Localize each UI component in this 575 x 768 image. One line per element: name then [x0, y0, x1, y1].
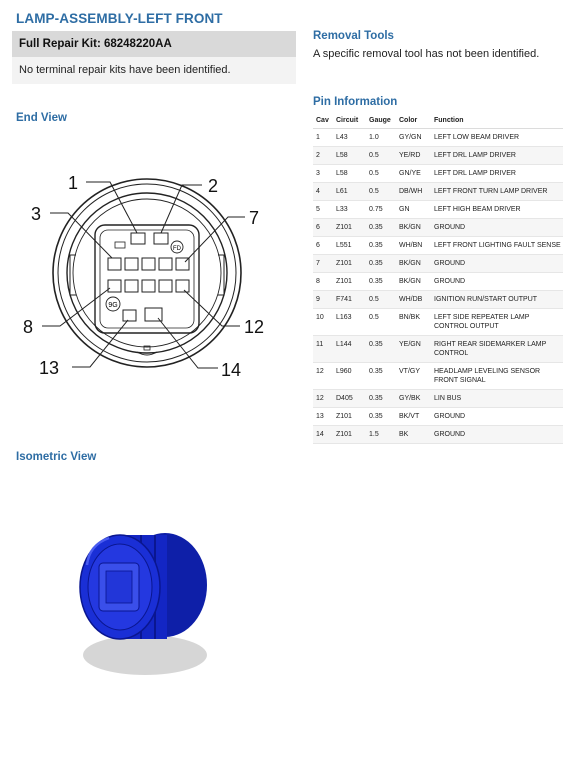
cell-cav: 8 — [313, 273, 333, 291]
table-row — [313, 165, 563, 183]
cell-gauge: 0.75 — [366, 201, 396, 219]
cell-gauge: 0.5 — [366, 183, 396, 201]
table-row — [313, 201, 563, 219]
cell-circuit: Z101 — [333, 408, 366, 426]
terminal-1 — [131, 233, 145, 244]
callout-1: 1 — [68, 173, 79, 193]
table-row — [313, 147, 563, 165]
cell-circuit: L43 — [333, 129, 366, 147]
table-row — [313, 273, 563, 291]
cell-function: LEFT LOW BEAM DRIVER — [431, 129, 563, 147]
table-row — [313, 237, 563, 255]
pin-info-heading: Pin Information — [313, 96, 398, 108]
cell-color: WH/BN — [396, 237, 431, 255]
cell-gauge: 0.5 — [366, 165, 396, 183]
cell-color: BK/VT — [396, 408, 431, 426]
col-header-gauge: Gauge — [366, 114, 396, 129]
cell-cav: 6 — [313, 219, 333, 237]
cell-color: DB/WH — [396, 183, 431, 201]
table-row — [313, 363, 563, 390]
cell-function: LEFT DRL LAMP DRIVER — [431, 165, 563, 183]
table-row — [313, 336, 563, 363]
col-header-cav: Cav — [313, 114, 333, 129]
removal-tools-heading: Removal Tools — [313, 30, 394, 42]
table-row — [313, 291, 563, 309]
cell-circuit: Z101 — [333, 273, 366, 291]
cell-cav: 11 — [313, 336, 333, 363]
cell-gauge: 0.5 — [366, 309, 396, 336]
terminal-10 — [142, 280, 155, 292]
cell-cav: 1 — [313, 129, 333, 147]
cell-gauge: 1.5 — [366, 426, 396, 444]
cell-color: BK/GN — [396, 219, 431, 237]
cell-color: BK/GN — [396, 273, 431, 291]
cell-gauge: 0.35 — [366, 237, 396, 255]
table-row — [313, 309, 563, 336]
cell-cav: 2 — [313, 147, 333, 165]
removal-tools-text: A specific removal tool has not been identified. — [313, 48, 540, 60]
cell-function: GROUND — [431, 426, 563, 444]
cell-gauge: 0.5 — [366, 147, 396, 165]
cell-cav: 12 — [313, 390, 333, 408]
leader-3 — [50, 213, 112, 258]
end-view-diagram — [20, 170, 280, 390]
cell-gauge: 0.35 — [366, 219, 396, 237]
cell-color: GN/YE — [396, 165, 431, 183]
cell-gauge: 0.5 — [366, 291, 396, 309]
pin-info-table — [313, 114, 563, 444]
9g-mark-label: 9G — [108, 302, 118, 309]
table-row — [313, 408, 563, 426]
connector-ring-3 — [67, 193, 227, 353]
terminal-12 — [176, 280, 189, 292]
repair-kit-note: No terminal repair kits have been identified. — [12, 57, 296, 84]
cell-function: LEFT FRONT LIGHTING FAULT SENSE — [431, 237, 563, 255]
col-header-color: Color — [396, 114, 431, 129]
cell-color: GY/BK — [396, 390, 431, 408]
cell-cav: 9 — [313, 291, 333, 309]
cell-color: YE/RD — [396, 147, 431, 165]
cell-circuit: L551 — [333, 237, 366, 255]
terminal-9 — [125, 280, 138, 292]
isometric-view-heading: Isometric View — [16, 451, 97, 463]
callout-13: 13 — [39, 358, 60, 378]
cell-cav: 4 — [313, 183, 333, 201]
cell-color: WH/DB — [396, 291, 431, 309]
cell-circuit: Z101 — [333, 219, 366, 237]
cell-gauge: 0.35 — [366, 273, 396, 291]
isometric-view-image — [75, 525, 225, 680]
cell-color: GY/GN — [396, 129, 431, 147]
cell-cav: 6 — [313, 237, 333, 255]
cell-circuit: D405 — [333, 390, 366, 408]
cell-color: BK/GN — [396, 255, 431, 273]
table-row — [313, 219, 563, 237]
cell-circuit: L58 — [333, 165, 366, 183]
cell-cav: 13 — [313, 408, 333, 426]
end-view-heading: End View — [16, 112, 67, 124]
terminal-11 — [159, 280, 172, 292]
cell-circuit: L163 — [333, 309, 366, 336]
cell-gauge: 0.35 — [366, 408, 396, 426]
cell-circuit: L144 — [333, 336, 366, 363]
pin-table-header-row — [313, 114, 563, 129]
iso-front-insert — [106, 571, 132, 603]
terminal-6 — [159, 258, 172, 270]
cell-cav: 10 — [313, 309, 333, 336]
connector-ring-2 — [58, 184, 236, 362]
table-row — [313, 183, 563, 201]
cell-color: GN — [396, 201, 431, 219]
cell-gauge: 1.0 — [366, 129, 396, 147]
cell-function: LEFT FRONT TURN LAMP DRIVER — [431, 183, 563, 201]
cell-circuit: L960 — [333, 363, 366, 390]
cell-circuit: Z101 — [333, 426, 366, 444]
cell-function: IGNITION RUN/START OUTPUT — [431, 291, 563, 309]
cell-function: LEFT HIGH BEAM DRIVER — [431, 201, 563, 219]
callout-8: 8 — [23, 317, 34, 337]
terminal-4 — [125, 258, 138, 270]
cell-circuit: F741 — [333, 291, 366, 309]
leader-lines — [42, 182, 245, 368]
terminal-5 — [142, 258, 155, 270]
table-row — [313, 426, 563, 444]
cell-cav: 12 — [313, 363, 333, 390]
cell-function: HEADLAMP LEVELING SENSOR FRONT SIGNAL — [431, 363, 563, 390]
cell-gauge: 0.35 — [366, 390, 396, 408]
repair-kit-box — [12, 31, 296, 84]
cell-function: LIN BUS — [431, 390, 563, 408]
repair-kit-heading: Full Repair Kit: 68248220AA — [12, 31, 296, 57]
cell-color: YE/GN — [396, 336, 431, 363]
callout-7: 7 — [249, 208, 260, 228]
table-row — [313, 129, 563, 147]
terminal-8 — [108, 280, 121, 292]
col-header-circuit: Circuit — [333, 114, 366, 129]
cell-cav: 3 — [313, 165, 333, 183]
cell-cav: 7 — [313, 255, 333, 273]
cell-gauge: 0.35 — [366, 363, 396, 390]
cell-function: GROUND — [431, 219, 563, 237]
cell-function: GROUND — [431, 273, 563, 291]
table-row — [313, 255, 563, 273]
cell-circuit: Z101 — [333, 255, 366, 273]
col-header-function: Function — [431, 114, 563, 129]
connector-outer-ring — [53, 179, 241, 367]
callout-3: 3 — [31, 204, 42, 224]
cell-color: BN/BK — [396, 309, 431, 336]
callout-2: 2 — [208, 176, 219, 196]
cell-circuit: L61 — [333, 183, 366, 201]
cell-function: RIGHT REAR SIDEMARKER LAMP CONTROL — [431, 336, 563, 363]
terminal-13 — [123, 310, 136, 321]
table-row — [313, 390, 563, 408]
cell-function: LEFT DRL LAMP DRIVER — [431, 147, 563, 165]
terminal-3 — [108, 258, 121, 270]
terminal-2 — [154, 233, 168, 244]
cell-gauge: 0.35 — [366, 336, 396, 363]
callout-12: 12 — [244, 317, 265, 337]
cell-circuit: L58 — [333, 147, 366, 165]
cell-function: GROUND — [431, 408, 563, 426]
cell-color: VT/GY — [396, 363, 431, 390]
cell-circuit: L33 — [333, 201, 366, 219]
lock-tab — [115, 242, 125, 248]
leader-13 — [72, 320, 128, 367]
iso-shadow — [83, 635, 207, 675]
page-title: LAMP-ASSEMBLY-LEFT FRONT — [16, 11, 223, 26]
cell-function: LEFT SIDE REPEATER LAMP CONTROL OUTPUT — [431, 309, 563, 336]
cell-function: GROUND — [431, 255, 563, 273]
callout-14: 14 — [221, 360, 242, 380]
cell-color: BK — [396, 426, 431, 444]
cell-cav: 5 — [313, 201, 333, 219]
fd-mark-label: FD — [173, 246, 181, 252]
cell-cav: 14 — [313, 426, 333, 444]
cell-gauge: 0.35 — [366, 255, 396, 273]
